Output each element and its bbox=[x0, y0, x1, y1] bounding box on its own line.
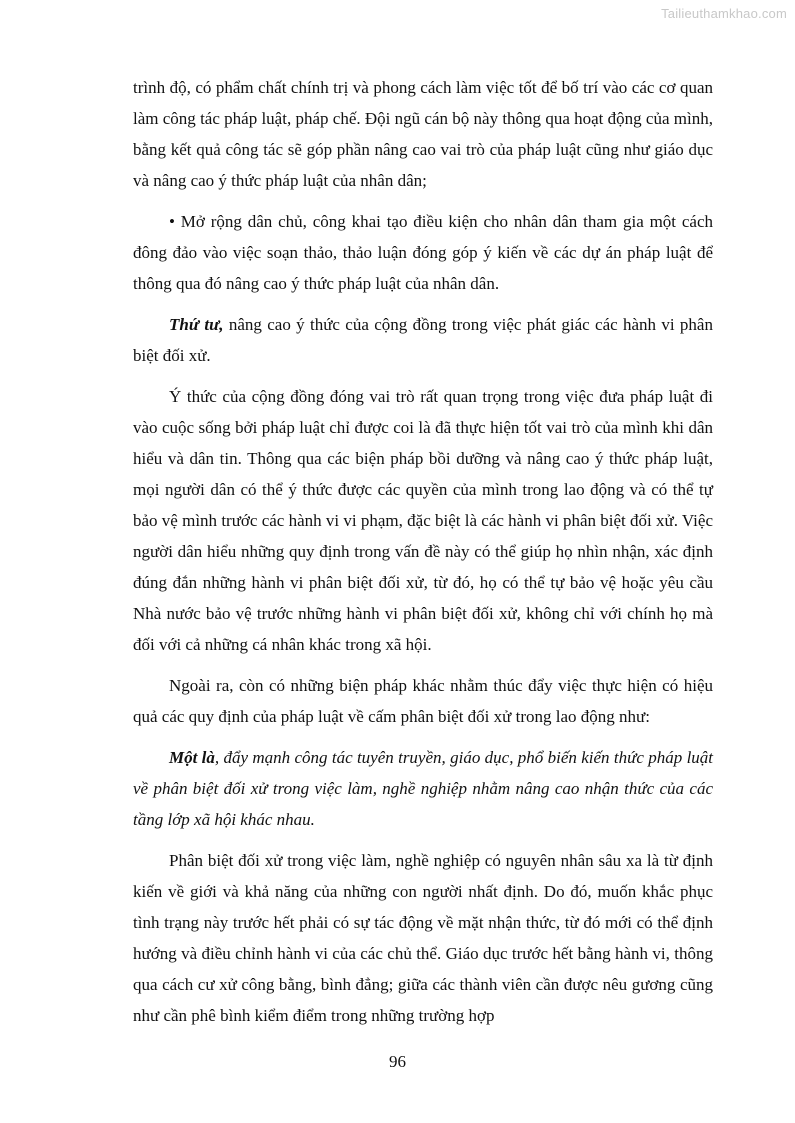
paragraph-6-text: , đẩy mạnh công tác tuyên truyền, giáo dục, phổ biến kiến thức pháp luật về phân biệt đối xử trong việc làm, nghề nghiệp nhằm nâng cao nhận thức của các tầng lớp xã hội khác nhau. bbox=[133, 748, 714, 829]
paragraph-1: trình độ, có phẩm chất chính trị và phong cách làm việc tốt để bố trí vào các cơ quan làm công tác pháp luật, pháp chế. Đội ngũ cán bộ này thông qua hoạt động của mình, bằng kết quả công tác sẽ góp phần nâng cao vai trò của pháp luật cũng như giáo dục và nâng cao ý thức pháp luật của nhân dân; bbox=[133, 78, 713, 190]
paragraph-5: Ngoài ra, còn có những biện pháp khác nhằm thúc đẩy việc thực hiện có hiệu quả các quy định của pháp luật về cấm phân biệt đối xử trong lao động như: bbox=[133, 676, 713, 726]
paragraph-3-lead: Thứ tư, bbox=[169, 315, 224, 334]
document-body bbox=[133, 72, 713, 1041]
paragraph-6-lead: Một là bbox=[169, 748, 215, 767]
paragraph-2-bullet: • Mở rộng dân chủ, công khai tạo điều kiện cho nhân dân tham gia một cách đông đảo vào việc soạn thảo, thảo luận đóng góp ý kiến về các dự án pháp luật để thông qua đó nâng cao ý thức pháp luật của nhân dân. bbox=[133, 212, 713, 293]
paragraph-7: Phân biệt đối xử trong việc làm, nghề nghiệp có nguyên nhân sâu xa là từ định kiến về giới và khả năng của những con người nhất định. Do đó, muốn khắc phục tình trạng này trước hết phải có sự tác động về mặt nhận thức, từ đó mới có thể định hướng và điều chỉnh hành vi của các chủ thể. Giáo dục trước hết bằng hành vi, thông qua cách cư xử công bằng, bình đẳng; giữa các thành viên cần được nêu gương cũng như cần phê bình kiểm điểm trong những trường hợp bbox=[133, 851, 713, 1025]
paragraph-4: Ý thức của cộng đồng đóng vai trò rất quan trọng trong việc đưa pháp luật đi vào cuộc sống bởi pháp luật chỉ được coi là đã thực hiện tốt vai trò của mình khi dân hiểu và dân tin. Thông qua các biện pháp bồi dưỡng và nâng cao ý thức pháp luật, mọi người dân có thể ý thức được các quyền của mình trong lao động và có thể tự bảo vệ mình trước các hành vi vi phạm, đặc biệt là các hành vi phân biệt đối xử. Việc người dân hiểu những quy định trong vấn đề này có thể giúp họ nhìn nhận, xác định đúng đắn những hành vi phân biệt đối xử, từ đó, họ có thể tự bảo vệ hoặc yêu cầu Nhà nước bảo vệ trước những hành vi phân biệt đối xử, không chỉ với chính họ mà đối với cả những cá nhân khác trong xã hội. bbox=[133, 387, 713, 654]
paragraph-3 bbox=[133, 309, 713, 371]
paragraph-3-text: nâng cao ý thức của cộng đồng trong việc phát giác các hành vi phân biệt đối xử. bbox=[133, 315, 713, 365]
watermark-text: Tailieuthamkhao.com bbox=[661, 6, 787, 21]
paragraph-6 bbox=[133, 742, 713, 835]
page-number: 96 bbox=[389, 1052, 406, 1071]
